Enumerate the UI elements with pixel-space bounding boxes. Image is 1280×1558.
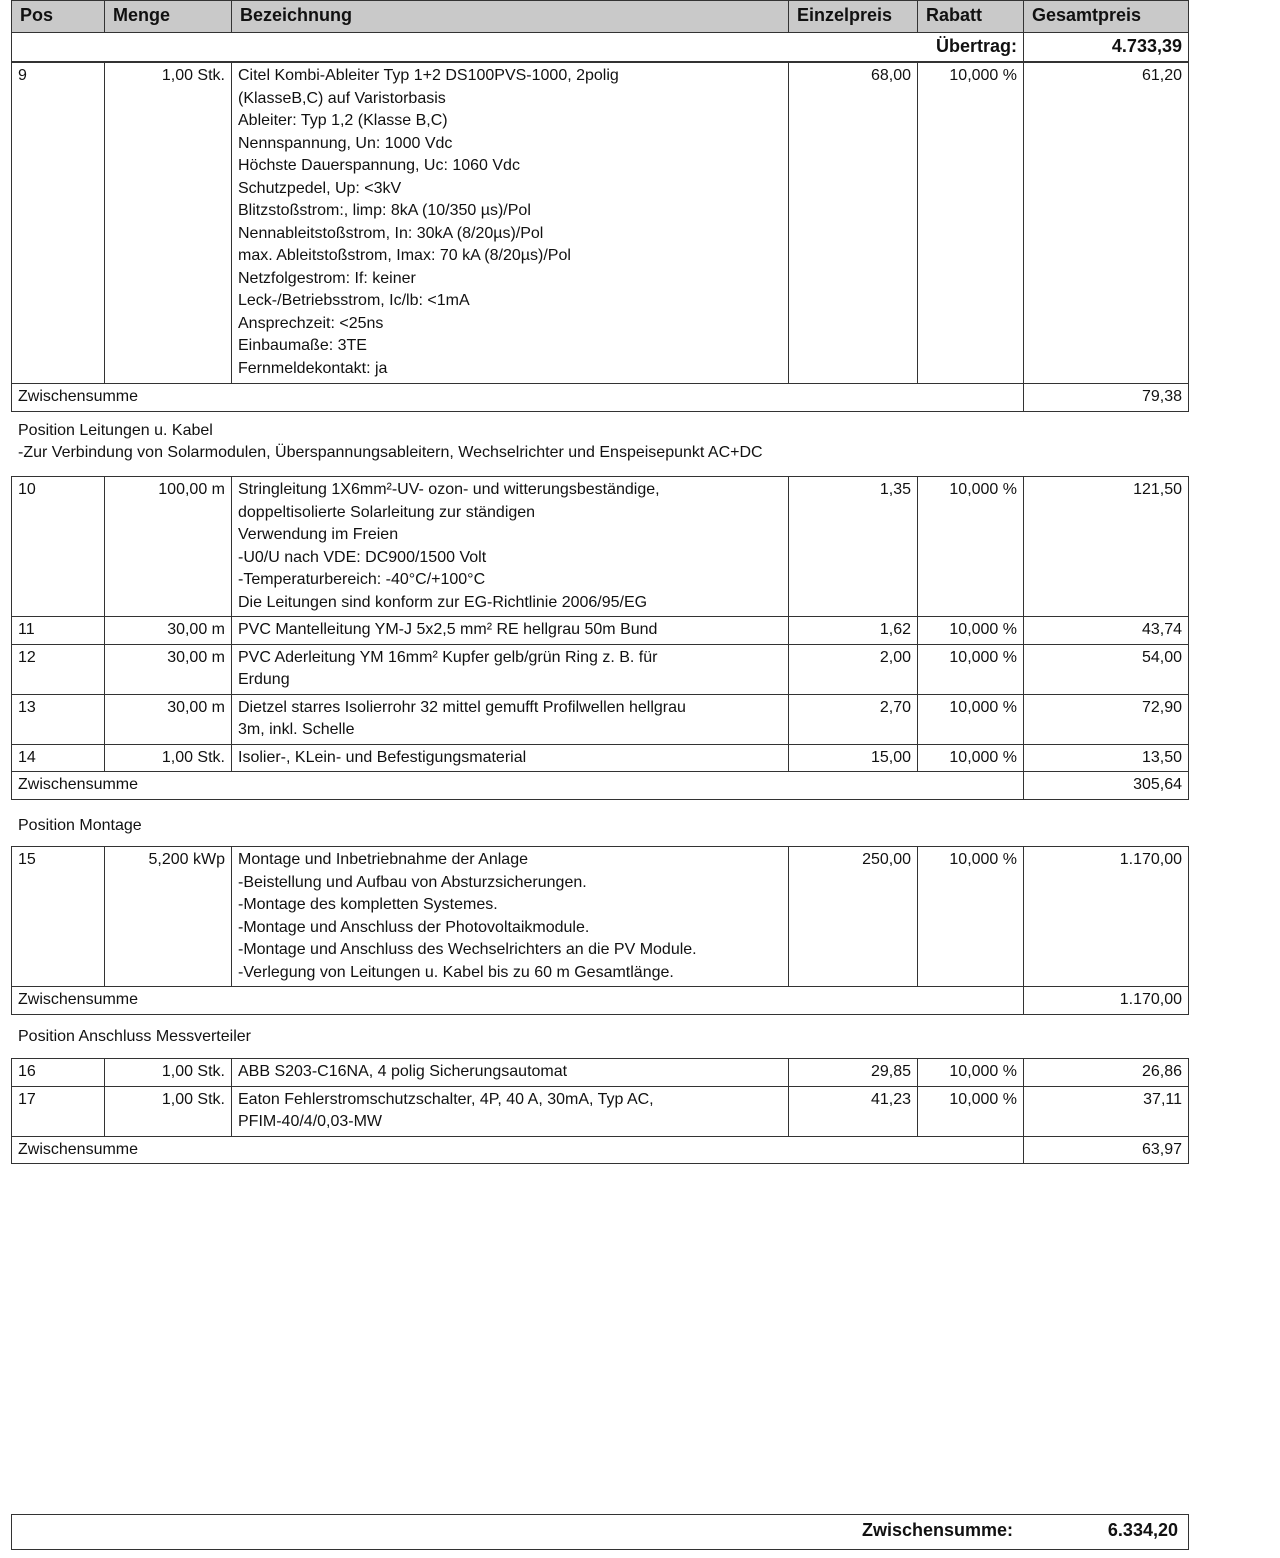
gesamt-cell: 72,90 (1024, 694, 1189, 744)
subtotal-label: Zwischensumme (12, 384, 1024, 412)
uebertrag-value: 4.733,39 (1024, 33, 1189, 62)
page-margin (1194, 0, 1280, 1558)
subtotal-row (12, 384, 1189, 412)
subtotal-label: Zwischensumme (12, 987, 1024, 1015)
einzelpreis-cell: 29,85 (789, 1059, 918, 1087)
desc-line: Ansprechzeit: <25ns (238, 314, 384, 332)
desc-line: -Beistellung und Aufbau von Absturzsicherungen. (238, 873, 587, 891)
desc-line: Fernmeldekontakt: ja (238, 359, 388, 377)
bezeichnung-cell (232, 744, 789, 772)
desc-line: Schutzpedel, Up: <3kV (238, 179, 402, 197)
rabatt-cell: 10,000 % (918, 63, 1024, 384)
menge-cell: 1,00 Stk. (105, 744, 232, 772)
menge-cell: 1,00 Stk. (105, 1086, 232, 1136)
desc-line: max. Ableitstoßstrom, Imax: 70 kA (8/20µs)/Pol (238, 247, 571, 264)
desc-line: PVC Mantelleitung YM-J 5x2,5 mm² RE hellgrau 50m Bund (238, 621, 658, 638)
subtotal-value: 1.170,00 (1024, 987, 1189, 1015)
table-row (12, 847, 1189, 987)
desc-line: Erdung (238, 671, 290, 688)
pos-cell: 10 (12, 477, 105, 617)
pos-cell: 9 (12, 63, 105, 384)
table-row (12, 644, 1189, 694)
pos-cell: 14 (12, 744, 105, 772)
desc-line: Ableiter: Typ 1,2 (Klasse B,C) (238, 112, 448, 129)
bezeichnung-cell (232, 477, 789, 617)
col-bezeichnung: Bezeichnung (232, 1, 789, 33)
gesamt-cell: 26,86 (1024, 1059, 1189, 1087)
pos-cell: 17 (12, 1086, 105, 1136)
rabatt-cell: 10,000 % (918, 1059, 1024, 1087)
table-row (12, 694, 1189, 744)
section-title: Position Anschluss Messverteiler (18, 1028, 251, 1045)
bezeichnung-cell (232, 63, 789, 384)
col-menge: Menge (105, 1, 232, 33)
desc-line: -Montage und Anschluss des Wechselrichters an die PV Module. (238, 941, 697, 958)
gesamt-cell: 1.170,00 (1024, 847, 1189, 987)
rabatt-cell: 10,000 % (918, 644, 1024, 694)
menge-cell: 30,00 m (105, 644, 232, 694)
menge-cell: 30,00 m (105, 694, 232, 744)
desc-line: doppeltisolierte Solarleitung zur ständigen (238, 503, 536, 521)
bezeichnung-cell (232, 847, 789, 987)
pos-cell: 11 (12, 617, 105, 645)
menge-cell: 1,00 Stk. (105, 63, 232, 384)
pos-cell: 15 (12, 847, 105, 987)
header-row (12, 1, 1189, 33)
section-subtitle: -Zur Verbindung von Solarmodulen, Überspannungsableitern, Wechselrichter und Enspeisepunkt AC+DC (18, 444, 763, 461)
bezeichnung-cell (232, 694, 789, 744)
desc-line: Höchste Dauerspannung, Uc: 1060 Vdc (238, 157, 520, 174)
menge-cell: 100,00 m (105, 477, 232, 617)
pos-cell: 12 (12, 644, 105, 694)
final-subtotal-label: Zwischensumme: (861, 1520, 1013, 1540)
desc-line: Citel Kombi-Ableiter Typ 1+2 DS100PVS-1000, 2polig (238, 67, 619, 84)
pos-cell: 13 (12, 694, 105, 744)
section-title: Position Montage (18, 817, 142, 834)
rabatt-cell: 10,000 % (918, 744, 1024, 772)
table-row (12, 617, 1189, 645)
pos-cell: 16 (12, 1059, 105, 1087)
final-subtotal-value: 6.334,20 (1107, 1520, 1178, 1540)
desc-line: 3m, inkl. Schelle (238, 721, 355, 738)
menge-cell: 1,00 Stk. (105, 1059, 232, 1087)
menge-cell: 5,200 kWp (105, 847, 232, 987)
desc-line: -Montage des kompletten Systemes. (238, 896, 498, 913)
uebertrag-label: Übertrag: (789, 33, 1024, 62)
subtotal-label: Zwischensumme (12, 772, 1024, 800)
items-table-block-1 (11, 62, 1189, 412)
subtotal-value: 305,64 (1024, 772, 1189, 800)
desc-line: Nennableitstoßstrom, In: 30kA (8/20µs)/Pol (238, 224, 544, 242)
col-gesamtpreis: Gesamtpreis (1024, 1, 1189, 33)
desc-line: -Temperaturbereich: -40°C/+100°C (238, 571, 486, 588)
final-subtotal-box (11, 1514, 1189, 1550)
items-table-header (11, 0, 1189, 62)
gesamt-cell: 61,20 (1024, 63, 1189, 384)
desc-line: Verwendung im Freien (238, 526, 399, 543)
desc-line: Netzfolgestrom: If: keiner (238, 269, 416, 287)
desc-line: Montage und Inbetriebnahme der Anlage (238, 851, 528, 868)
einzelpreis-cell: 68,00 (789, 63, 918, 384)
einzelpreis-cell: 15,00 (789, 744, 918, 772)
desc-line: Eaton Fehlerstromschutzschalter, 4P, 40 A, 30mA, Typ AC, (238, 1090, 654, 1108)
rabatt-cell: 10,000 % (918, 477, 1024, 617)
desc-line: Blitzstoßstrom:, limp: 8kA (10/350 µs)/Pol (238, 202, 531, 219)
subtotal-label: Zwischensumme (12, 1136, 1024, 1164)
desc-line: PVC Aderleitung YM 16mm² Kupfer gelb/grün Ring z. B. für (238, 648, 658, 666)
desc-line: Die Leitungen sind konform zur EG-Richtlinie 2006/95/EG (238, 593, 648, 611)
subtotal-value: 79,38 (1024, 384, 1189, 412)
rabatt-cell: 10,000 % (918, 1086, 1024, 1136)
subtotal-value: 63,97 (1024, 1136, 1189, 1164)
desc-line: Nennspannung, Un: 1000 Vdc (238, 134, 453, 152)
gesamt-cell: 54,00 (1024, 644, 1189, 694)
items-table-block-4 (11, 1058, 1189, 1164)
desc-line: Isolier-, KLein- und Befestigungsmaterial (238, 748, 527, 766)
rabatt-cell: 10,000 % (918, 617, 1024, 645)
desc-line: -Montage und Anschluss der Photovoltaikmodule. (238, 918, 590, 936)
menge-cell: 30,00 m (105, 617, 232, 645)
desc-line: Dietzel starres Isolierrohr 32 mittel gemufft Profilwellen hellgrau (238, 698, 686, 716)
bezeichnung-cell (232, 644, 789, 694)
subtotal-row (12, 1136, 1189, 1164)
col-pos: Pos (12, 1, 105, 33)
desc-line: Stringleitung 1X6mm²-UV- ozon- und witterungsbeständige, (238, 481, 660, 498)
table-row (12, 1059, 1189, 1087)
desc-line: -Verlegung von Leitungen u. Kabel bis zu 60 m Gesamtlänge. (238, 963, 674, 981)
col-rabatt: Rabatt (918, 1, 1024, 33)
bezeichnung-cell (232, 1086, 789, 1136)
rabatt-cell: 10,000 % (918, 847, 1024, 987)
einzelpreis-cell: 1,35 (789, 477, 918, 617)
uebertrag-row (12, 33, 1189, 62)
subtotal-row (12, 772, 1189, 800)
table-row (12, 63, 1189, 384)
gesamt-cell: 13,50 (1024, 744, 1189, 772)
items-table-block-3 (11, 846, 1189, 1015)
table-row (12, 1086, 1189, 1136)
desc-line: Leck-/Betriebsstrom, Ic/lb: <1mA (238, 292, 470, 309)
desc-line: (KlasseB,C) auf Varistorbasis (238, 89, 446, 107)
col-einzelpreis: Einzelpreis (789, 1, 918, 33)
einzelpreis-cell: 2,70 (789, 694, 918, 744)
einzelpreis-cell: 41,23 (789, 1086, 918, 1136)
table-row (12, 477, 1189, 617)
rabatt-cell: 10,000 % (918, 694, 1024, 744)
subtotal-row (12, 987, 1189, 1015)
gesamt-cell: 121,50 (1024, 477, 1189, 617)
desc-line: PFIM-40/4/0,03-MW (238, 1113, 383, 1130)
items-table-block-2 (11, 476, 1189, 800)
bezeichnung-cell (232, 1059, 789, 1087)
einzelpreis-cell: 1,62 (789, 617, 918, 645)
section-title: Position Leitungen u. Kabel (18, 422, 213, 439)
table-row (12, 744, 1189, 772)
einzelpreis-cell: 2,00 (789, 644, 918, 694)
gesamt-cell: 43,74 (1024, 617, 1189, 645)
einzelpreis-cell: 250,00 (789, 847, 918, 987)
bezeichnung-cell (232, 617, 789, 645)
gesamt-cell: 37,11 (1024, 1086, 1189, 1136)
desc-line: Einbaumaße: 3TE (238, 337, 367, 354)
desc-line: -U0/U nach VDE: DC900/1500 Volt (238, 548, 487, 566)
desc-line: ABB S203-C16NA, 4 polig Sicherungsautomat (238, 1063, 568, 1080)
